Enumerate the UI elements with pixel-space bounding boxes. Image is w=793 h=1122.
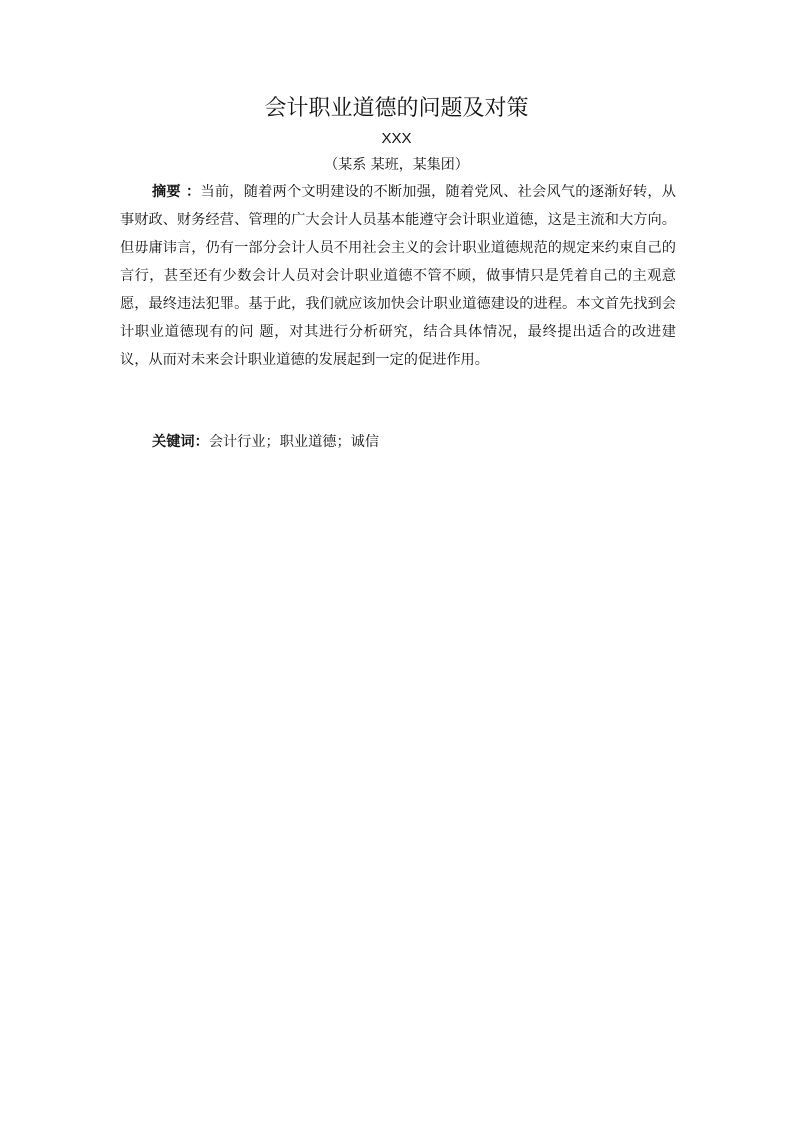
keywords-paragraph	[152, 428, 676, 456]
abstract-text: 当前，随着两个文明建设的不断加强，随着党风、社会风气的逐渐好转，从事财政、财务经营、管理的广大会计人员基本能遵守会计职业道德，这是主流和大方向。但毋庸讳言，仍有一部分会计人员不用社会主义的会计职业道德规范的规定来约束自己的言行，甚至还有少数会计人员对会计职业道德不管不顾，做事情只是凭着自己的主观意愿，最终违法犯罪。基于此，我们就应该加快会计职业道德建设的进程。本文首先找到会计职业道德现有的问 题，对其进行分析研究，结合具体情况，最终提出适合的改进建议，从而对未来会计职业道德的发展起到一定的促进作用。	[120, 184, 676, 368]
author-name: XXX	[381, 130, 412, 147]
document-title: 会计职业道德的问题及对策	[264, 96, 529, 121]
abstract-label: 摘要 ：	[152, 184, 201, 200]
keywords-text: 会计行业；职业道德；诚信	[208, 434, 380, 450]
author-affiliation: （某系 某班，某集团）	[324, 157, 469, 173]
keywords-label: 关键词：	[152, 434, 209, 450]
abstract-paragraph	[120, 178, 676, 374]
